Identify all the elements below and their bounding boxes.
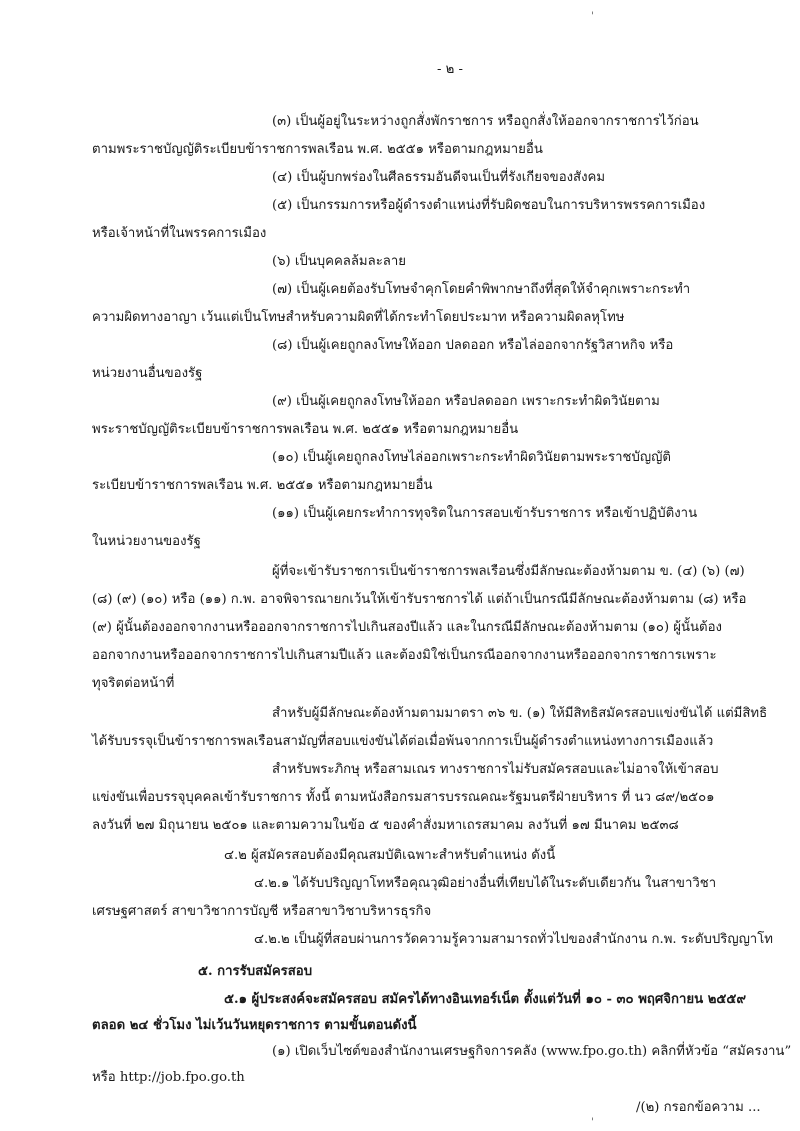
text-line: (๑) เปิดเว็บไซต์ของสำนักงานเศรษฐกิจการคลัง (www.fpo.go.th) คลิกที่หัวข้อ “สมัครงาน” [272, 1044, 792, 1059]
text-line: (๗) เป็นผู้เคยต้องรับโทษจำคุกโดยคำพิพากษาถึงที่สุดให้จำคุกเพราะกระทำ [272, 282, 691, 297]
text-line: หรือเจ้าหน้าที่ในพรรคการเมือง [92, 226, 267, 241]
text-line: (๘) (๙) (๑๐) หรือ (๑๑) ก.พ. อาจพิจารณายกเว้นให้เข้ารับราชการได้ แต่ถ้าเป็นกรณีมีลักษณะต้องห้ามตาม (๘) หรือ [92, 592, 747, 607]
text-line: หรือ http://job.fpo.go.th [92, 1070, 245, 1085]
text-line: แข่งขันเพื่อบรรจุบุคคลเข้ารับราชการ ทั้งนี้ ตามหนังสือกรมสารบรรณคณะรัฐมนตรีฝ่ายบริหาร ที่ นว ๘๙/๒๕๐๑ [92, 790, 715, 805]
text-line: ได้รับบรรจุเป็นข้าราชการพลเรือนสามัญที่สอบแข่งขันได้ต่อเมื่อพ้นจากการเป็นผู้ดำรงตำแหน่งทางการเมืองแล้ว [92, 734, 714, 749]
section-5-1-line: ตลอด ๒๔ ชั่วโมง ไม่เว้นวันหยุดราชการ ตามขั้นตอนดังนี้ [92, 1018, 417, 1033]
text-line: ความผิดทางอาญา เว้นแต่เป็นโทษสำหรับความผิดที่ได้กระทำโดยประมาท หรือความผิดลหุโทษ [92, 310, 625, 325]
text-line: ลงวันที่ ๒๗ มิถุนายน ๒๕๐๑ และตามความในข้อ ๕ ของคำสั่งมหาเถรสมาคม ลงวันที่ ๑๗ มีนาคม ๒๕๓๘ [92, 818, 679, 833]
text-line: ระเบียบข้าราชการพลเรือน พ.ศ. ๒๕๕๑ หรือตามกฎหมายอื่น [92, 478, 433, 493]
scan-mark-top: ' [591, 11, 594, 22]
text-line: (๑๐) เป็นผู้เคยถูกลงโทษไล่ออกเพราะกระทำผิดวินัยตามพระราชบัญญัติ [272, 450, 671, 465]
section-4-2-heading: ๔.๒ ผู้สมัครสอบต้องมีคุณสมบัติเฉพาะสำหรับตำแหน่ง ดังนี้ [224, 848, 556, 863]
scan-mark-bottom: ' [591, 1117, 594, 1128]
text-line: ๔.๒.๑ ได้รับปริญญาโทหรือคุณวุฒิอย่างอื่นที่เทียบได้ในระดับเดียวกัน ในสาขาวิชา [254, 876, 717, 891]
text-line: (๙) เป็นผู้เคยถูกลงโทษให้ออก หรือปลดออก เพราะกระทำผิดวินัยตาม [272, 394, 660, 409]
text-line: ผู้ที่จะเข้ารับราชการเป็นข้าราชการพลเรือนซึ่งมีลักษณะต้องห้ามตาม ข. (๔) (๖) (๗) [272, 564, 745, 579]
text-line: (๔) เป็นผู้บกพร่องในศีลธรรมอันดีจนเป็นที่รังเกียจของสังคม [272, 170, 606, 185]
text-line: (๑๑) เป็นผู้เคยกระทำการทุจริตในการสอบเข้ารับราชการ หรือเข้าปฏิบัติงาน [272, 506, 698, 521]
text-line: สำหรับพระภิกษุ หรือสามเณร ทางราชการไม่รับสมัครสอบและไม่อาจให้เข้าสอบ [272, 762, 719, 777]
section-5-heading: ๕. การรับสมัครสอบ [198, 964, 313, 979]
text-line: สำหรับผู้มีลักษณะต้องห้ามตามมาตรา ๓๖ ข. (๑) ให้มีสิทธิสมัครสอบแข่งขันได้ แต่มีสิทธิ [272, 706, 768, 721]
page-number: - ๒ - [437, 62, 463, 77]
text-line: ๔.๒.๒ เป็นผู้ที่สอบผ่านการวัดความรู้ความสามารถทั่วไปของสำนักงาน ก.พ. ระดับปริญญาโท [254, 932, 773, 947]
text-line: (๓) เป็นผู้อยู่ในระหว่างถูกสั่งพักราชการ หรือถูกสั่งให้ออกจากราชการไว้ก่อน [272, 114, 699, 129]
text-line: (๙) ผู้นั้นต้องออกจากงานหรือออกจากราชการไปเกินสองปีแล้ว และในกรณีมีลักษณะต้องห้ามตาม (๑๐) ผู้นั้นต้อง [92, 620, 722, 635]
text-line: (๖) เป็นบุคคลล้มละลาย [272, 254, 406, 269]
text-line: พระราชบัญญัติระเบียบข้าราชการพลเรือน พ.ศ. ๒๕๕๑ หรือตามกฎหมายอื่น [92, 422, 519, 437]
section-5-1-line: ๕.๑ ผู้ประสงค์จะสมัครสอบ สมัครได้ทางอินเทอร์เน็ต ตั้งแต่วันที่ ๑๐ - ๓๐ พฤศจิกายน ๒๕๕๙ [224, 992, 747, 1007]
text-line: (๘) เป็นผู้เคยถูกลงโทษให้ออก ปลดออก หรือไล่ออกจากรัฐวิสาหกิจ หรือ [272, 338, 674, 353]
text-line: เศรษฐศาสตร์ สาขาวิชาการบัญชี หรือสาขาวิชาบริหารธุรกิจ [92, 904, 432, 919]
text-line: ตามพระราชบัญญัติระเบียบข้าราชการพลเรือน พ.ศ. ๒๕๕๑ หรือตามกฎหมายอื่น [92, 142, 543, 157]
text-line: ทุจริตต่อหน้าที่ [92, 676, 175, 691]
text-line: (๕) เป็นกรรมการหรือผู้ดำรงตำแหน่งที่รับผิดชอบในการบริหารพรรคการเมือง [272, 198, 706, 213]
text-line: หน่วยงานอื่นของรัฐ [92, 366, 203, 381]
footer-continuation: /(๒) กรอกข้อความ ... [636, 1100, 761, 1115]
text-line: ออกจากงานหรือออกจากราชการไปเกินสามปีแล้ว และต้องมิใช่เป็นกรณีออกจากงานหรือออกจากราชการเพราะ [92, 648, 717, 663]
text-line: ในหน่วยงานของรัฐ [92, 534, 201, 549]
